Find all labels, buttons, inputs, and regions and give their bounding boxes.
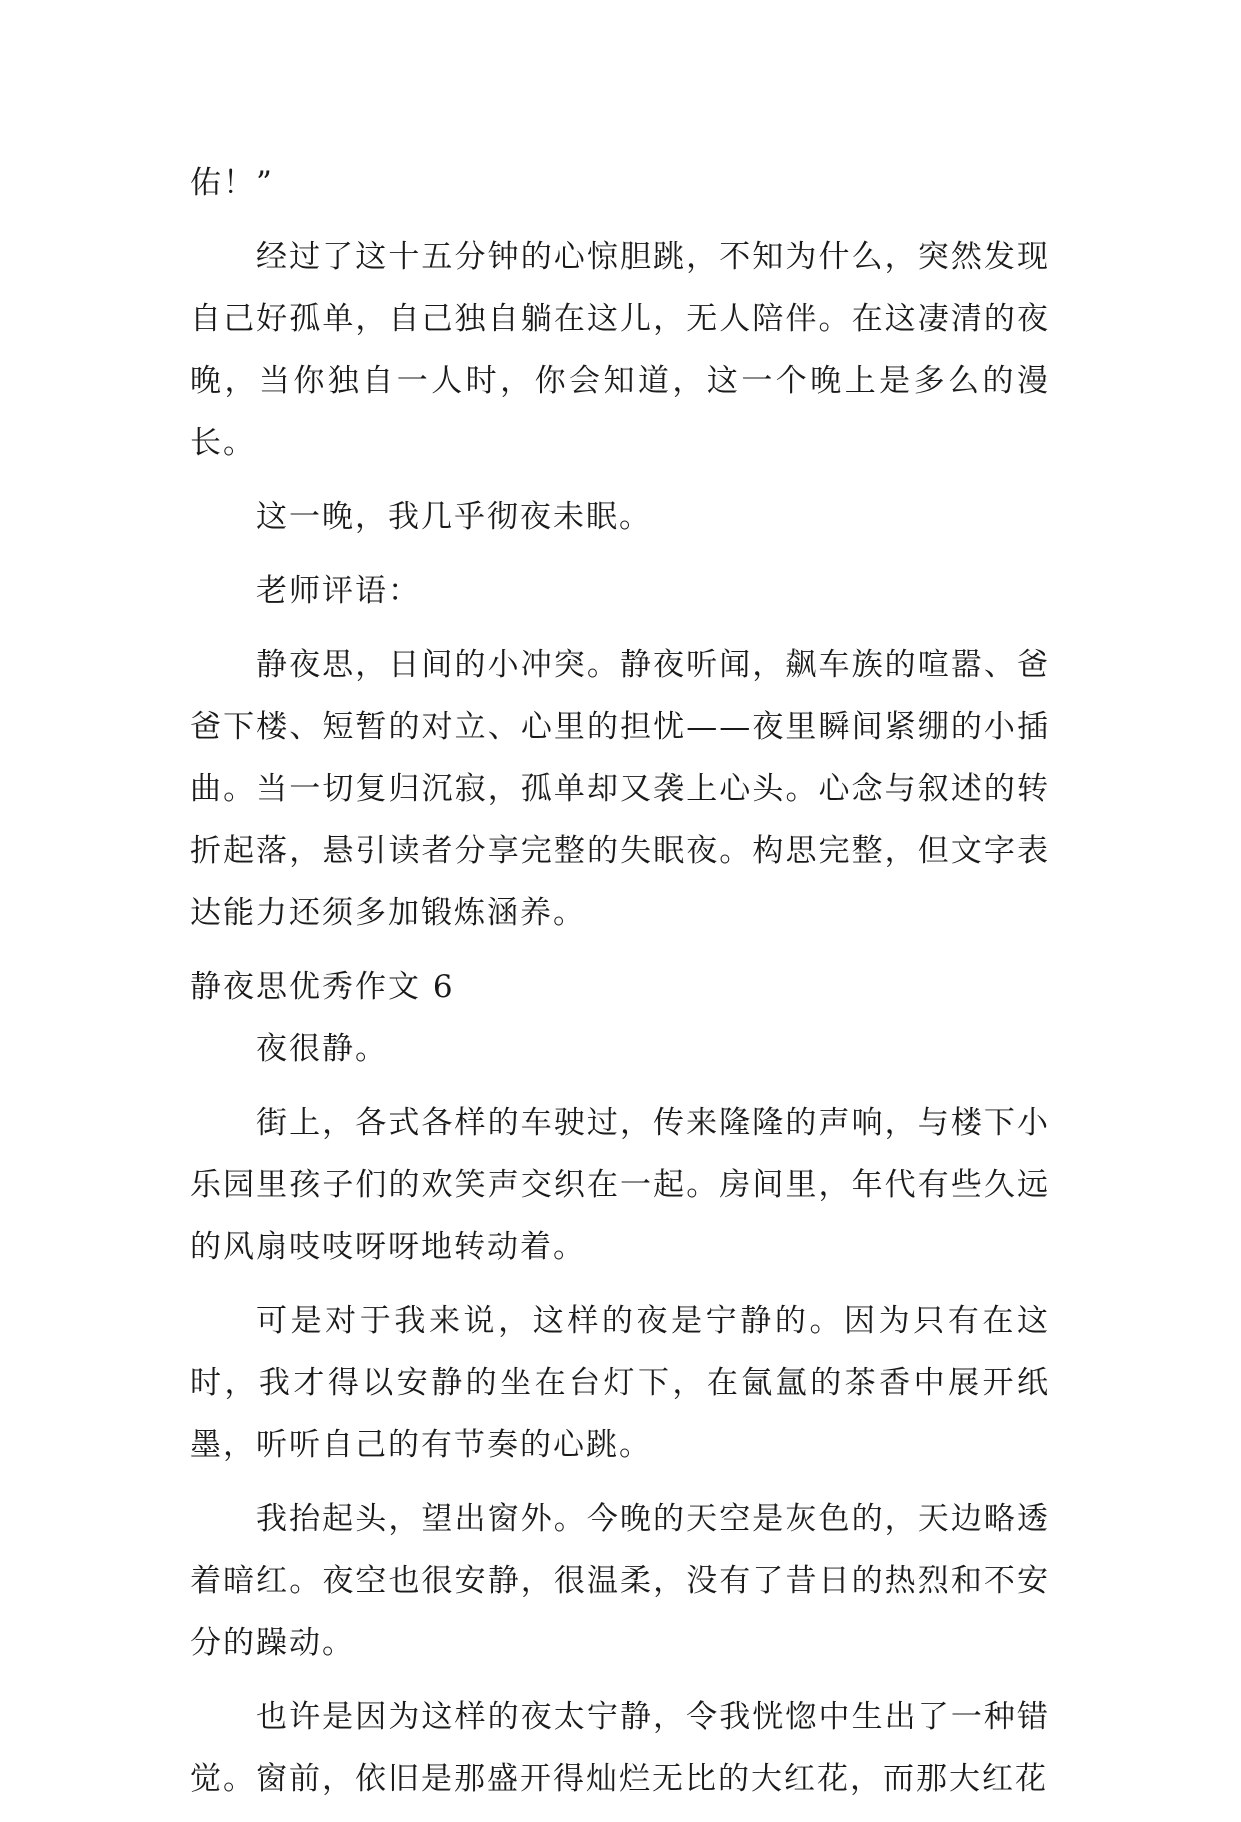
paragraph: 经过了这十五分钟的心惊胆跳，不知为什么，突然发现自己好孤单，自己独自躺在这儿，无人陪伴。在这凄清的夜晚，当你独自一人时，你会知道，这一个晚上是多么的漫长。 (190, 239, 1050, 461)
paragraph: 静夜思，日间的小冲突。静夜听闻，飙车族的喧嚣、爸爸下楼、短暂的对立、心里的担忧——夜里瞬间紧绷的小插曲。当一切复归沉寂，孤单却又袭上心头。心念与叙述的转折起落，悬引读者分享完整的失眠夜。构思完整，但文字表达能力还须多加锻炼涵养。 (190, 647, 1050, 931)
paragraph: 可是对于我来说，这样的夜是宁静的。因为只有在这时，我才得以安静的坐在台灯下，在氤氲的茶香中展开纸墨，听听自己的有节奏的心跳。 (190, 1303, 1050, 1463)
paragraph: 也许是因为这样的夜太宁静，令我恍惚中生出了一种错觉。窗前，依旧是那盛开得灿烂无比的大红花，而那大红花 (190, 1699, 1050, 1797)
paragraph: 老师评语： (256, 573, 421, 609)
section-heading: 静夜思优秀作文 6 (190, 969, 455, 1005)
paragraph: 这一晚，我几乎彻夜未眠。 (256, 499, 652, 535)
paragraph: 街上，各式各样的车驶过，传来隆隆的声响，与楼下小乐园里孩子们的欢笑声交织在一起。房间里，年代有些久远的风扇吱吱呀呀地转动着。 (190, 1105, 1050, 1265)
paragraph: 夜很静。 (256, 1031, 388, 1067)
paragraph: 佑！” (190, 165, 274, 201)
document-body (190, 152, 1050, 1822)
paragraph: 我抬起头，望出窗外。今晚的天空是灰色的，天边略透着暗红。夜空也很安静，很温柔，没有了昔日的热烈和不安分的躁动。 (190, 1501, 1050, 1661)
